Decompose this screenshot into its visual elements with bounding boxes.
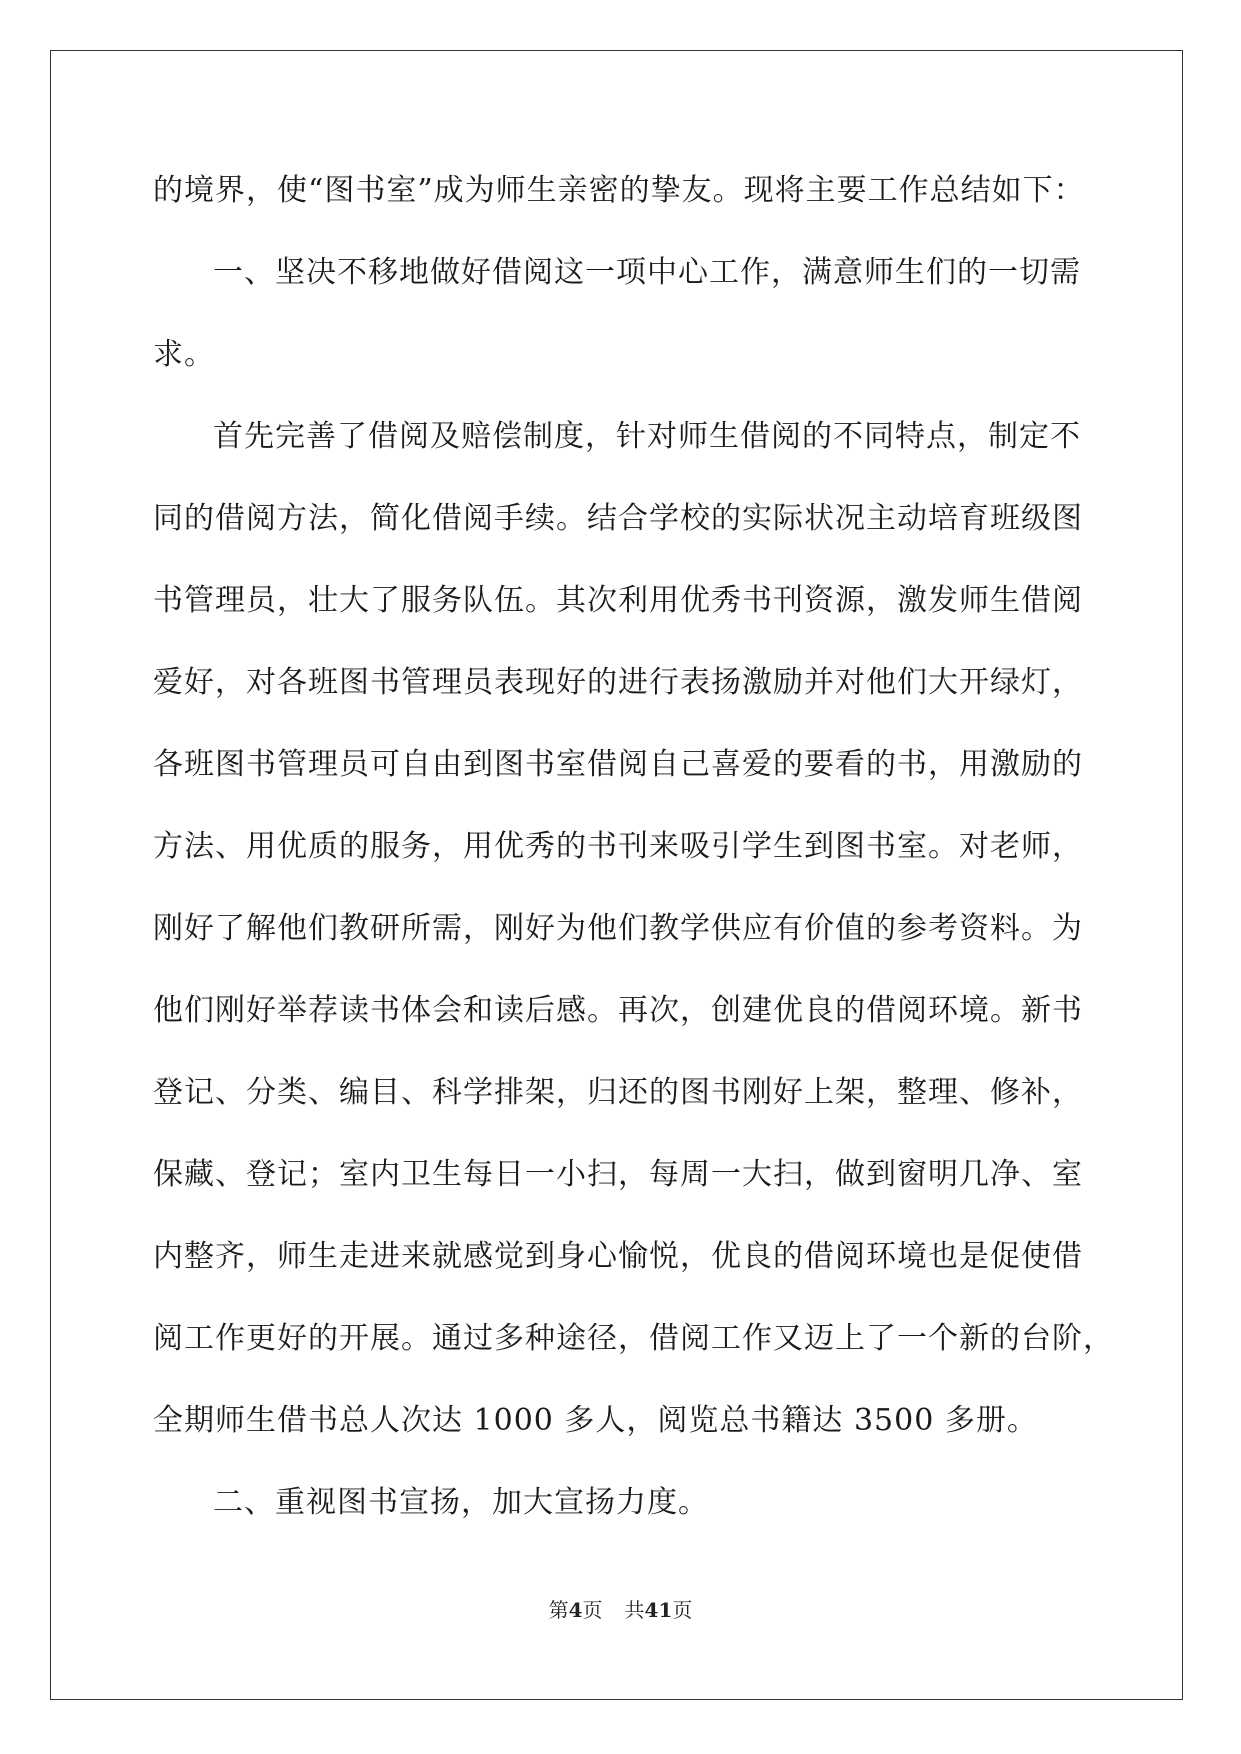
body-line: 他们刚好举荐读书体会和读后感。再次，创建优良的借阅环境。新书 bbox=[153, 993, 1083, 1028]
body-line: 的境界，使“图书室”成为师生亲密的挚友。现将主要工作总结如下： bbox=[153, 173, 1085, 208]
section-heading-2: 二、重视图书宣扬，加大宣扬力度。 bbox=[213, 1485, 709, 1520]
page-border bbox=[50, 50, 1183, 1700]
body-line: 同的借阅方法，简化借阅手续。结合学校的实际状况主动培育班级图 bbox=[153, 501, 1083, 536]
paragraph-first-line: 首先完善了借阅及赔偿制度，针对师生借阅的不同特点，制定不 bbox=[213, 419, 1081, 454]
body-line: 保藏、登记；室内卫生每日一小扫，每周一大扫，做到窗明几净、室 bbox=[153, 1157, 1083, 1192]
body-line: 登记、分类、编目、科学排架，归还的图书刚好上架，整理、修补， bbox=[153, 1075, 1083, 1110]
footer-page-number: 4 bbox=[568, 1598, 583, 1622]
body-line: 求。 bbox=[153, 337, 215, 372]
section-heading-1: 一、坚决不移地做好借阅这一项中心工作，满意师生们的一切需 bbox=[213, 255, 1081, 290]
body-line: 内整齐，师生走进来就感觉到身心愉悦，优良的借阅环境也是促使借 bbox=[153, 1239, 1083, 1274]
footer-page-suffix: 页 bbox=[582, 1598, 603, 1622]
footer-total-pages: 41 bbox=[644, 1598, 673, 1622]
footer-total-suffix: 页 bbox=[672, 1598, 693, 1622]
body-line: 刚好了解他们教研所需，刚好为他们教学供应有价值的参考资料。为 bbox=[153, 911, 1083, 946]
footer-total-prefix: 共 bbox=[624, 1598, 645, 1622]
body-line: 阅工作更好的开展。通过多种途径，借阅工作又迈上了一个新的台阶， bbox=[153, 1321, 1114, 1356]
body-line: 书管理员，壮大了服务队伍。其次利用优秀书刊资源，激发师生借阅 bbox=[153, 583, 1083, 618]
footer-page-prefix: 第 bbox=[548, 1598, 569, 1622]
body-line: 爱好，对各班图书管理员表现好的进行表扬激励并对他们大开绿灯， bbox=[153, 665, 1083, 700]
page-footer bbox=[0, 1597, 1241, 1623]
body-line: 各班图书管理员可自由到图书室借阅自己喜爱的要看的书，用激励的 bbox=[153, 747, 1083, 782]
body-line: 全期师生借书总人次达 1000 多人，阅览总书籍达 3500 多册。 bbox=[153, 1403, 1038, 1438]
body-line: 方法、用优质的服务，用优秀的书刊来吸引学生到图书室。对老师， bbox=[153, 829, 1083, 864]
